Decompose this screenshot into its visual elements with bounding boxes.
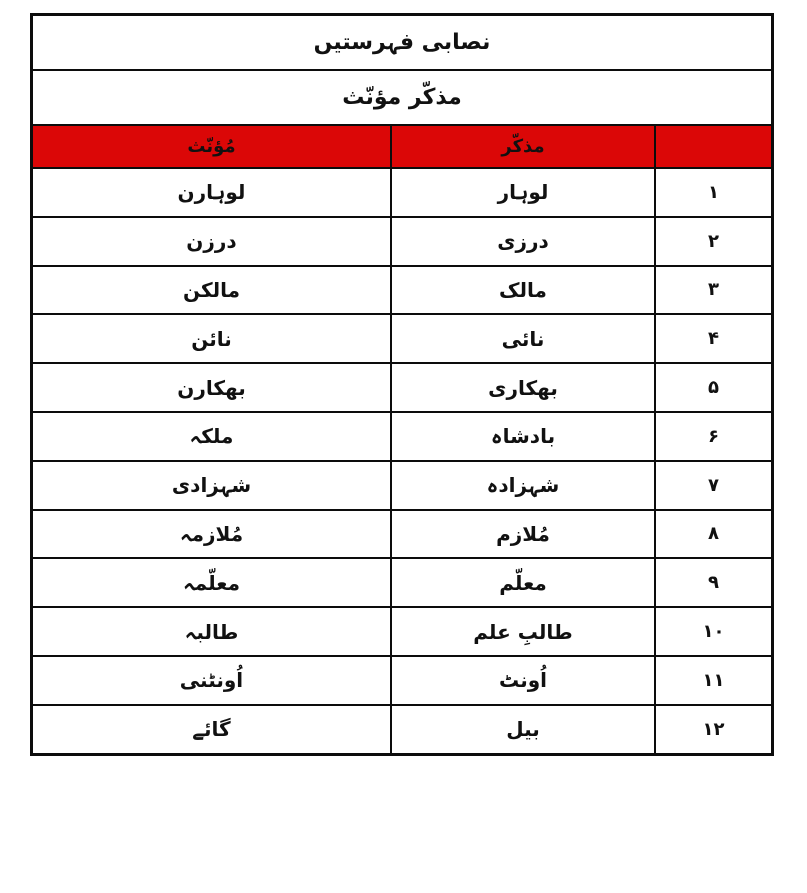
cell-number: ۳ <box>655 266 772 315</box>
cell-number: ۴ <box>655 314 772 363</box>
cell-feminine: طالبہ <box>32 607 391 656</box>
cell-masculine: بادشاہ <box>391 412 655 461</box>
table-row <box>32 705 773 754</box>
gender-vocabulary-table <box>30 13 774 756</box>
cell-number: ۹ <box>655 558 772 607</box>
table-row <box>32 314 773 363</box>
cell-masculine: نائی <box>391 314 655 363</box>
cell-number: ۱۲ <box>655 705 772 754</box>
table-row <box>32 510 773 559</box>
cell-feminine: گائے <box>32 705 391 754</box>
cell-feminine: معلّمہ <box>32 558 391 607</box>
header-masculine: مذکّر <box>391 125 655 168</box>
cell-masculine: درزی <box>391 217 655 266</box>
table-row <box>32 412 773 461</box>
cell-masculine: بھکاری <box>391 363 655 412</box>
cell-feminine: مالکن <box>32 266 391 315</box>
cell-masculine: بیل <box>391 705 655 754</box>
cell-feminine: بھکارن <box>32 363 391 412</box>
cell-number: ۵ <box>655 363 772 412</box>
table-row <box>32 363 773 412</box>
header-row <box>32 125 773 168</box>
subtitle-row <box>32 70 773 125</box>
cell-number: ۱ <box>655 168 772 217</box>
cell-masculine: شہزادہ <box>391 461 655 510</box>
header-feminine: مُؤنّث <box>32 125 391 168</box>
table-row <box>32 558 773 607</box>
cell-masculine: لوہار <box>391 168 655 217</box>
cell-feminine: نائن <box>32 314 391 363</box>
header-number-empty <box>655 125 772 168</box>
cell-number: ۷ <box>655 461 772 510</box>
table-subtitle: مذکّر مؤنّث <box>32 70 773 125</box>
cell-number: ۱۱ <box>655 656 772 705</box>
table-row <box>32 607 773 656</box>
cell-masculine: مُلازم <box>391 510 655 559</box>
cell-masculine: اُونٹ <box>391 656 655 705</box>
cell-feminine: شہزادی <box>32 461 391 510</box>
cell-masculine: مالک <box>391 266 655 315</box>
table-row <box>32 461 773 510</box>
table-row <box>32 266 773 315</box>
table-title: نصابی فہرستیں <box>32 15 773 71</box>
table-row <box>32 656 773 705</box>
cell-masculine: معلّم <box>391 558 655 607</box>
cell-feminine: لوہارن <box>32 168 391 217</box>
cell-number: ۸ <box>655 510 772 559</box>
title-row <box>32 15 773 71</box>
cell-number: ۶ <box>655 412 772 461</box>
cell-feminine: درزن <box>32 217 391 266</box>
cell-number: ۲ <box>655 217 772 266</box>
cell-feminine: مُلازمہ <box>32 510 391 559</box>
cell-number: ۱۰ <box>655 607 772 656</box>
cell-masculine: طالبِ علم <box>391 607 655 656</box>
cell-feminine: اُونٹنی <box>32 656 391 705</box>
table-row <box>32 168 773 217</box>
table-row <box>32 217 773 266</box>
cell-feminine: ملکہ <box>32 412 391 461</box>
